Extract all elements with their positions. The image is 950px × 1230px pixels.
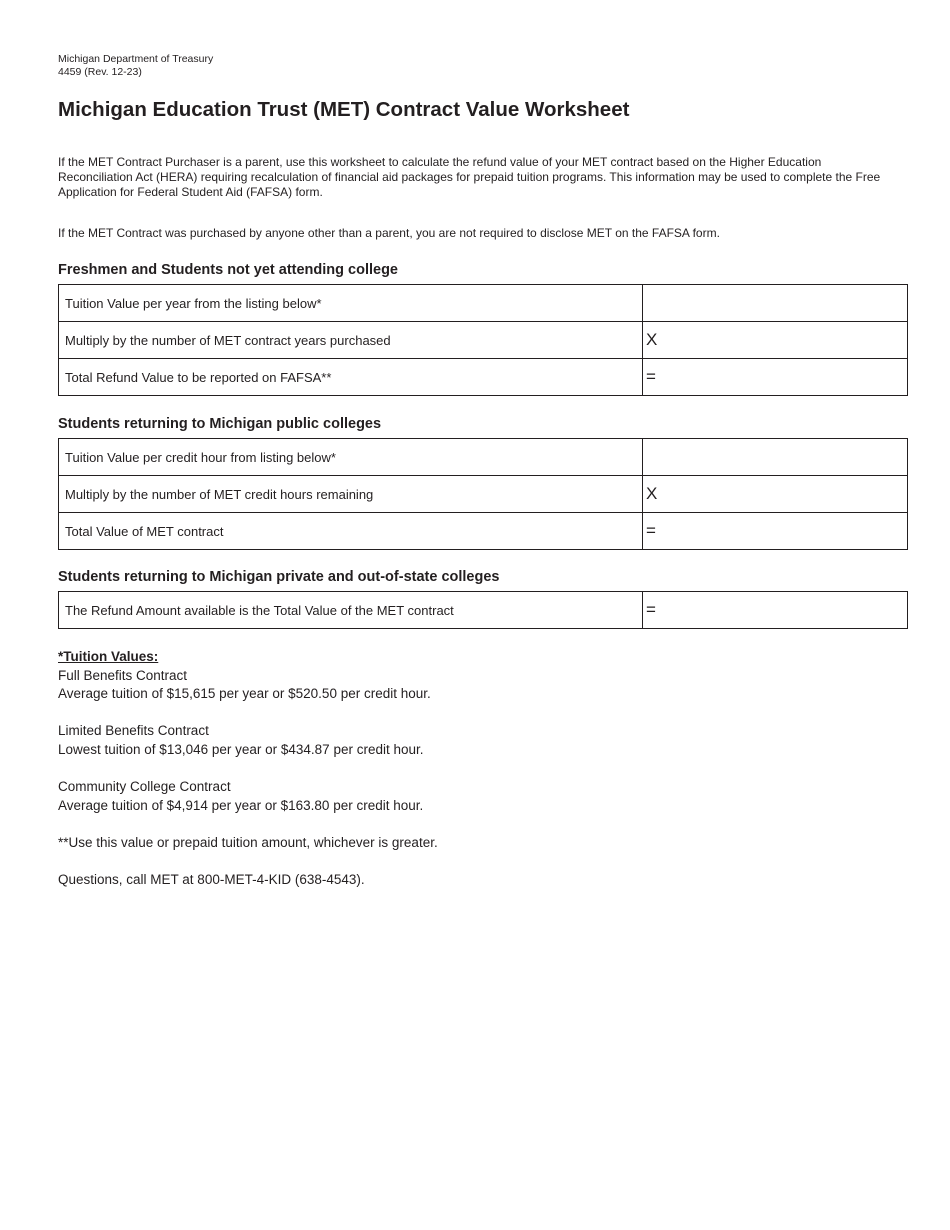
intro-paragraph-non-parent: If the MET Contract was purchased by anyone other than a parent, you are not required to disclose MET on the FAFSA form.: [58, 226, 720, 240]
freshmen-worksheet-table: [58, 284, 908, 396]
contract-years-field[interactable]: X: [643, 322, 908, 359]
full-benefits-name: Full Benefits Contract: [58, 667, 188, 683]
credit-hours-remaining-field[interactable]: X: [643, 476, 908, 513]
row-label: Multiply by the number of MET credit hours remaining: [59, 476, 643, 513]
table-row: [59, 439, 908, 476]
agency-name: Michigan Department of Treasury: [58, 53, 214, 65]
section-heading-public-colleges: Students returning to Michigan public colleges: [58, 416, 382, 432]
row-label: Tuition Value per credit hour from listing below*: [59, 439, 643, 476]
contact-text: Questions, call MET at 800-MET-4-KID (638-4543).: [58, 872, 365, 888]
community-college-detail: Average tuition of $4,914 per year or $163.80 per credit hour.: [58, 797, 424, 813]
public-colleges-worksheet-table: [58, 438, 908, 550]
row-label: Total Value of MET contract: [59, 513, 643, 550]
row-label: The Refund Amount available is the Total Value of the MET contract: [59, 592, 643, 629]
tuition-value-per-year-field[interactable]: [643, 285, 908, 322]
row-label: Multiply by the number of MET contract years purchased: [59, 322, 643, 359]
table-row: [59, 359, 908, 396]
table-row: [59, 285, 908, 322]
table-row: [59, 513, 908, 550]
table-row: [59, 322, 908, 359]
tuition-values-notes: [58, 648, 438, 890]
total-contract-value-field[interactable]: =: [643, 513, 908, 550]
limited-benefits-detail: Lowest tuition of $13,046 per year or $434.87 per credit hour.: [58, 741, 424, 757]
private-colleges-worksheet-table: [58, 591, 908, 629]
form-header: [58, 53, 213, 79]
limited-benefits-name: Limited Benefits Contract: [58, 723, 209, 739]
table-row: [59, 476, 908, 513]
tuition-value-per-credit-hour-field[interactable]: [643, 439, 908, 476]
page-title: Michigan Education Trust (MET) Contract Value Worksheet: [58, 98, 630, 121]
refund-amount-field[interactable]: =: [643, 592, 908, 629]
table-row: [59, 592, 908, 629]
intro-paragraph-parent: If the MET Contract Purchaser is a parent, use this worksheet to calculate the refund value of your MET contract based on the Higher Education Reconciliation Act (HERA) requiring recalculation of financial aid packages for prepaid tuition programs. This information may be used to complete the Free Application for Federal Student Aid (FAFSA) form.: [58, 155, 881, 199]
section-heading-private-colleges: Students returning to Michigan private and out-of-state colleges: [58, 569, 500, 585]
section-heading-freshmen: Freshmen and Students not yet attending college: [58, 262, 398, 278]
community-college-name: Community College Contract: [58, 779, 231, 795]
total-refund-value-field[interactable]: =: [643, 359, 908, 396]
form-number: 4459 (Rev. 12-23): [58, 66, 142, 78]
full-benefits-detail: Average tuition of $15,615 per year or $520.50 per credit hour.: [58, 686, 431, 702]
footnote-text: **Use this value or prepaid tuition amount, whichever is greater.: [58, 834, 438, 850]
row-label: Tuition Value per year from the listing below*: [59, 285, 643, 322]
tuition-values-heading: *Tuition Values:: [58, 649, 159, 664]
row-label: Total Refund Value to be reported on FAFSA**: [59, 359, 643, 396]
